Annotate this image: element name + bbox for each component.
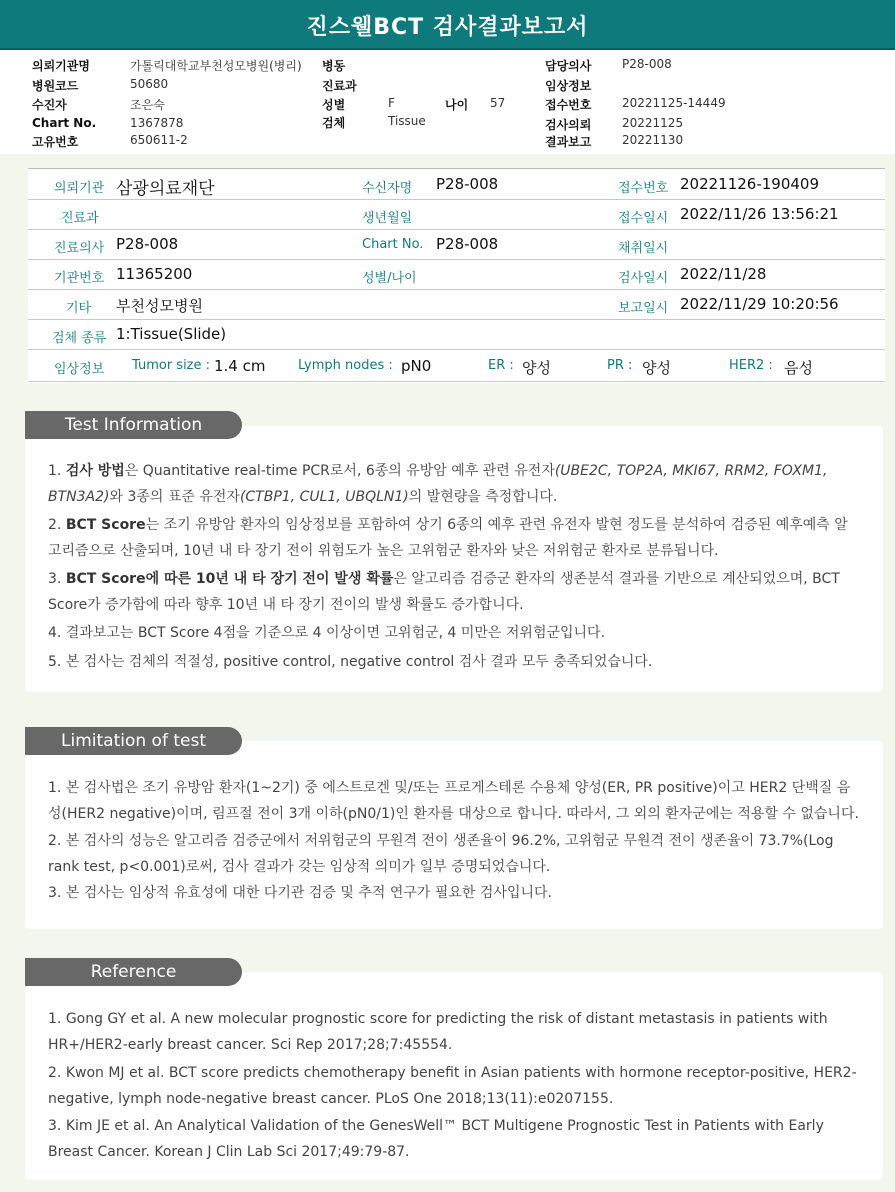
info-value: P28-008 (436, 175, 499, 193)
header-label: 수진자 (32, 98, 67, 112)
item-text: 결과보고는 BCT Score 4점을 기준으로 4 이상이면 고위험군, 4 미만은 저위험군입니다. (65, 625, 606, 641)
list-item (48, 512, 860, 564)
report-title: 진스웰BCT 검사결과보고서 (306, 15, 589, 40)
header-label: 결과보고 (545, 135, 592, 149)
info-value: 삼광의료재단 (116, 179, 215, 199)
header-label: 병원코드 (32, 79, 79, 93)
header-label: Chart No. (32, 116, 97, 130)
info-label: 접수일시 (618, 211, 669, 226)
item-text: 의 발현량을 측정합니다. (408, 489, 558, 505)
item-text: Kim JE et al. An Analytical Validation of the GenesWell™ BCT Multigene Prognostic Test in Patients with Early Breast Cancer. Korean J Clin Lab Sci 2017;49:79-87. (48, 1118, 824, 1160)
item-number: 1. (48, 1011, 62, 1027)
info-value: 1:Tissue(Slide) (116, 325, 227, 343)
info-value: 20221126-190409 (680, 175, 820, 193)
header-label: 담당의사 (545, 59, 592, 73)
header-label: 진료과 (322, 79, 357, 93)
limitation-heading (25, 727, 242, 755)
header-value: 650611-2 (130, 133, 188, 147)
item-text: Kwon MJ et al. BCT score predicts chemotherapy benefit in Asian patients with hormone receptor-positive, HER2-negative, lymph node-negative breast cancer. PLoS One 2018;13(11):e0207155. (48, 1065, 857, 1107)
info-label: 생년월일 (362, 211, 413, 226)
header-value: 조은숙 (130, 98, 165, 112)
info-row (28, 319, 885, 350)
pr-label: PR : (607, 358, 633, 373)
header-value: 가톨릭대학교부천성모병원(병리) (130, 59, 302, 73)
info-row (28, 289, 885, 320)
info-value: 부천성모병원 (116, 297, 203, 315)
item-text: 본 검사법은 조기 유방암 환자(1~2기) 중 에스트로겐 및/또는 프로게스테론 수용체 양성(ER, PR positive)이고 HER2 단백질 음성(HER2 negative)이며, 림프절 전이 3개 이하(pN0/1)인 환자를 대상으로 합니다. 따라서, 그 외의 환자군에는 적용할 수 없습니다. (48, 780, 859, 822)
info-value: 2022/11/29 10:20:56 (680, 295, 839, 313)
header-label: 임상정보 (545, 79, 592, 93)
item-number: 2. (48, 1065, 62, 1081)
header-value: P28-008 (622, 57, 672, 71)
header-value: 20221125 (622, 116, 684, 130)
list-item (48, 566, 860, 618)
info-value: 2022/11/26 13:56:21 (680, 205, 839, 223)
info-value: P28-008 (436, 235, 499, 253)
header-value: F (388, 96, 395, 110)
info-label: 의뢰기관 (54, 181, 105, 196)
info-label: 기타 (66, 301, 92, 316)
item-bold: BCT Score에 따른 10년 내 타 장기 전이 발생 확률 (65, 571, 394, 587)
test-information-heading (25, 411, 242, 439)
list-item (48, 620, 860, 646)
patient-header (0, 50, 895, 154)
header-value: Tissue (388, 114, 426, 128)
info-row (28, 229, 885, 260)
info-label: 보고일시 (618, 301, 669, 316)
reference-item (48, 1113, 860, 1165)
item-text: Gong GY et al. A new molecular prognostic score for predicting the risk of distant metastasis in patients with HR+/HER2-early breast cancer. Sci Rep 2017;28;7:45554. (48, 1011, 828, 1053)
item-bold: 검사 방법 (65, 463, 125, 479)
age-label: 나이 (445, 98, 469, 112)
info-row (28, 169, 885, 200)
info-label: Chart No. (362, 237, 424, 252)
item-number: 2. (48, 833, 62, 849)
lymph-nodes-value: pN0 (401, 357, 432, 375)
heading-text: Test Information (64, 415, 203, 435)
reference-item (48, 1060, 860, 1112)
header-label: 검체 (322, 116, 346, 130)
item-number: 1. (48, 463, 62, 479)
item-text: 본 검사는 검체의 적절성, positive control, negative control 검사 결과 모두 충족되었습니다. (65, 654, 653, 670)
header-label: 접수번호 (545, 98, 592, 112)
info-row (28, 259, 885, 290)
info-label: 성별/나이 (362, 271, 417, 286)
item-text: 는 조기 유방암 환자의 임상정보를 포함하여 상기 6종의 예후 관련 유전자 발현 정도를 분석하여 검증된 예후예측 알고리즘으로 산출되며, 10년 내 타 장기 전이 위험도가 높은 고위험군 환자와 낮은 저위험군 환자로 분류됩니다. (48, 517, 848, 559)
order-info-table (28, 168, 885, 383)
item-text: 본 검사의 성능은 알고리즘 검증군에서 저위험군의 무원격 전이 생존율이 96.2%, 고위험군 무원격 전이 생존율이 73.7%(Log rank test, p<0.001)로써, 검사 결과가 갖는 임상적 의미가 일부 증명되었습니다. (48, 833, 834, 875)
reference-heading (25, 958, 242, 986)
list-item (48, 458, 860, 510)
heading-text: Limitation of test (61, 731, 206, 751)
list-item (48, 649, 860, 675)
item-text: 은 Quantitative real-time PCR로서, 6종의 유방암 예후 관련 유전자 (124, 463, 555, 479)
er-label: ER : (488, 358, 514, 373)
info-value: P28-008 (116, 235, 179, 253)
item-number: 3. (48, 1118, 62, 1134)
header-label: 의뢰기관명 (32, 59, 90, 73)
info-value: 11365200 (116, 265, 193, 283)
item-number: 3. (48, 571, 62, 587)
list-item (48, 828, 860, 880)
item-number: 3. (48, 885, 62, 901)
item-text: 은 알고리즘 검증군 환자의 생존분석 결과를 기반으로 계산되었으며, BCT Score가 증가함에 따라 향후 10년 내 타 장기 전이의 발생 확률도 증가합니다. (48, 571, 840, 613)
tumor-size-value: 1.4 cm (214, 357, 266, 375)
heading-text: Reference (90, 962, 177, 982)
info-row (28, 199, 885, 230)
item-number: 5. (48, 654, 62, 670)
item-text: 와 3종의 표준 유전자 (109, 489, 240, 505)
info-label: 진료의사 (54, 241, 105, 256)
info-label: 수신자명 (362, 181, 413, 196)
header-label: 성별 (322, 98, 346, 112)
header-value: 20221130 (622, 133, 684, 147)
report-title-bar (0, 0, 895, 50)
pr-value: 양성 (642, 359, 671, 377)
header-value: 20221125-14449 (622, 96, 726, 110)
info-label: 기관번호 (54, 271, 105, 286)
her2-label: HER2 : (729, 358, 773, 373)
info-label: 진료과 (61, 211, 99, 226)
info-value: 2022/11/28 (680, 265, 767, 283)
reference-item (48, 1006, 860, 1058)
header-label: 검사의뢰 (545, 118, 592, 132)
list-item (48, 775, 860, 827)
info-label: 검체 종류 (52, 331, 107, 346)
item-bold: BCT Score (65, 517, 146, 533)
info-label: 임상정보 (54, 362, 105, 377)
header-value: 1367878 (130, 116, 184, 130)
list-item (48, 880, 860, 906)
her2-value: 음성 (784, 359, 813, 377)
tumor-size-label: Tumor size : (132, 358, 211, 373)
info-label: 검사일시 (618, 271, 669, 286)
header-label: 고유번호 (32, 135, 79, 149)
gene-list: (CTBP1, CUL1, UBQLN1) (239, 489, 409, 505)
item-number: 4. (48, 625, 62, 641)
info-row-clinical (28, 349, 885, 382)
item-number: 2. (48, 517, 62, 533)
er-value: 양성 (522, 359, 551, 377)
item-number: 1. (48, 780, 62, 796)
header-label: 병동 (322, 59, 346, 73)
header-value: 50680 (130, 77, 169, 91)
info-label: 채취일시 (618, 241, 669, 256)
gene-list: (UBE2C, TOP2A, MKI67, RRM2, FOXM1, BTN3A2) (48, 463, 828, 505)
age-value: 57 (490, 96, 506, 110)
lymph-nodes-label: Lymph nodes : (298, 358, 393, 373)
info-label: 접수번호 (618, 181, 669, 196)
item-text: 본 검사는 임상적 유효성에 대한 다기관 검증 및 추적 연구가 필요한 검사입니다. (65, 885, 552, 901)
